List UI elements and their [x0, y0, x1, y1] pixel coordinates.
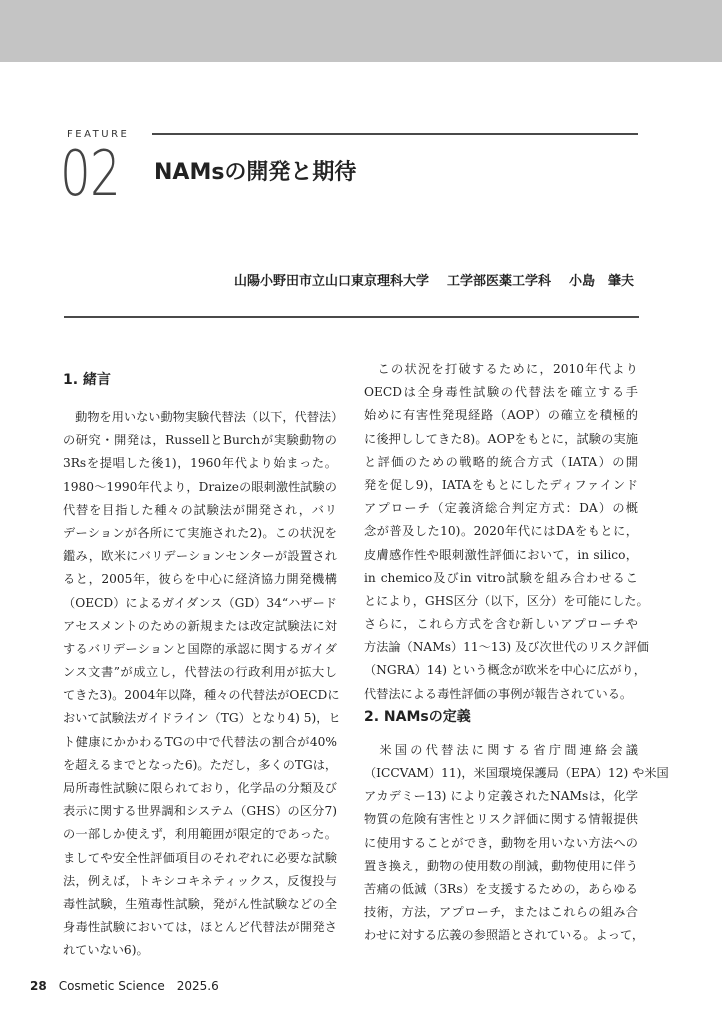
text-line: 毒性試験，生殖毒性試験，発がん性試験などの全 — [63, 896, 337, 911]
text-line: れていない6)。 — [63, 943, 149, 958]
text-line: を超えるまでとなった6)。ただし，多くのTGは， — [63, 757, 338, 772]
text-line: 発を促し9)，IATAをもとにしたディファインド — [364, 477, 638, 492]
text-line: さらに，これら方式を含む新しいアプローチや — [364, 617, 638, 632]
text-line: 物質の危険有害性とリスク評価に関する情報提供 — [364, 812, 638, 827]
text-line: 皮膚感作性や眼刺激性評価において，in silico， — [364, 547, 638, 562]
text-line: OECDは全身毒性試験の代替法を確立する手 — [364, 385, 638, 400]
author-affiliation: 山陽小野田市立山口東京理科大学 — [233, 274, 429, 289]
text-line: 代替を目指した種々の試験法が開発され，バリ — [63, 502, 337, 517]
text-line: 技術，方法，アプローチ，またはこれらの組み合 — [364, 905, 638, 920]
text-line: in chemico及びin vitro試験を組み合わせるこ — [364, 570, 638, 585]
author-department: 工学部医薬工学科 — [446, 274, 551, 289]
text-line: 代替法による毒性評価の事例が報告されている。 — [364, 686, 633, 701]
right-column-body-top — [364, 358, 649, 706]
text-line: の一部しか使えず，利用範囲が限定的であった。 — [63, 827, 337, 842]
journal-info: Cosmetic Science 2025.6 — [58, 979, 219, 993]
text-line: わせに対する広義の参照語とされている。よって， — [364, 928, 645, 943]
text-line: （NGRA）14) という概念が欧米を中心に広がり， — [364, 663, 646, 678]
feature-rule — [152, 133, 638, 135]
text-line: てきた3)。2004年以降，種々の代替法がOECDに — [63, 688, 340, 703]
text-line: ンス文書”が成立し，代替法の行政利用が拡大し — [63, 665, 337, 680]
top-band — [0, 0, 722, 62]
text-line: 置き換え，動物の使用数の削減，動物使用に伴う — [364, 858, 638, 873]
text-line: ると，2005年，彼らを中心に経済協力開発機構 — [63, 572, 337, 587]
text-line: ト健康にかかわるTGの中で代替法の割合が40% — [63, 734, 337, 749]
text-line: に使用することができ，動物を用いない方法への — [364, 835, 638, 850]
text-line: 表示に関する世界調和システム（GHS）の区分7) — [63, 804, 337, 819]
footer — [30, 978, 219, 994]
text-line: 動物を用いない動物実験代替法（以下，代替法） — [63, 410, 344, 424]
text-line: 局所毒性試験に限られており，化学品の分類及び — [63, 781, 337, 795]
text-line: 3Rsを提唱した後1)，1960年代より始まった。 — [63, 456, 337, 471]
text-line: ましてや安全性評価項目のそれぞれに必要な試験 — [63, 850, 337, 865]
author-name: 小島 肇夫 — [568, 274, 634, 289]
article-title: NAMsの開発と期待 — [154, 160, 357, 185]
text-line: アセスメントのための新規または改定試験法に対 — [63, 618, 337, 633]
left-column — [63, 358, 344, 963]
feature-number: 02 — [60, 137, 120, 210]
text-line: 念が普及した10)。2020年代にはDAをもとに， — [364, 524, 638, 539]
text-line: と評価のための戦略的統合方式（IATA）の開 — [364, 454, 638, 469]
section-heading-nams-definition: 2. NAMsの定義 — [364, 708, 471, 725]
text-line: この状況を打破するために，2010年代より — [364, 362, 638, 376]
author-line — [234, 272, 634, 292]
header-rule — [64, 316, 639, 318]
right-column — [364, 358, 669, 948]
text-line: 鑑み，欧米にバリデーションセンターが設置され — [63, 549, 337, 564]
text-line: アプローチ（定義済総合判定方式：DA）の概 — [364, 501, 638, 516]
text-line: に後押ししてきた8)。AOPをもとに，試験の実施 — [364, 431, 638, 446]
text-line: とにより，GHS区分（以下，区分）を可能にした。 — [364, 593, 649, 608]
page-number: 28 — [30, 979, 47, 993]
text-line: の研究・開発は，RussellとBurchが実験動物の — [63, 433, 337, 448]
text-line: 始めに有害性発現経路（AOP）の確立を積極的 — [364, 408, 638, 423]
right-column-body-bottom — [364, 739, 669, 948]
text-line: 法，例えば，トキシコキネティックス，反復投与 — [63, 873, 337, 888]
text-line: 米国の代替法に関する省庁間連絡会議 — [364, 742, 638, 757]
text-line: おいて試験法ガイドライン（TG）となり4) 5)，ヒ — [63, 711, 341, 726]
text-line: 身毒性試験においては，ほとんど代替法が開発さ — [63, 920, 337, 935]
feature-label: FEATURE — [67, 129, 130, 140]
section-heading-introduction: 1. 緒言 — [63, 372, 111, 388]
text-line: 1980～1990年代より，Draizeの眼刺激性試験の — [63, 479, 337, 494]
text-line: するバリデーションと国際的承認に関するガイダ — [63, 641, 337, 656]
text-line: （OECD）によるガイダンス（GD）34“ハザード — [63, 595, 337, 610]
left-column-body — [63, 406, 344, 963]
text-line: （ICCVAM）11)，米国環境保護局（EPA）12) や米国 — [364, 766, 669, 780]
text-line: 方法論（NAMs）11～13) 及び次世代のリスク評価 — [364, 640, 649, 655]
text-line: デーションが各所にて実施された2)。この状況を — [63, 525, 337, 540]
text-line: アカデミー13) により定義されたNAMsは，化学 — [364, 789, 638, 804]
text-line: 苦痛の低減（3Rs）を支援するための，あらゆる — [364, 881, 638, 896]
